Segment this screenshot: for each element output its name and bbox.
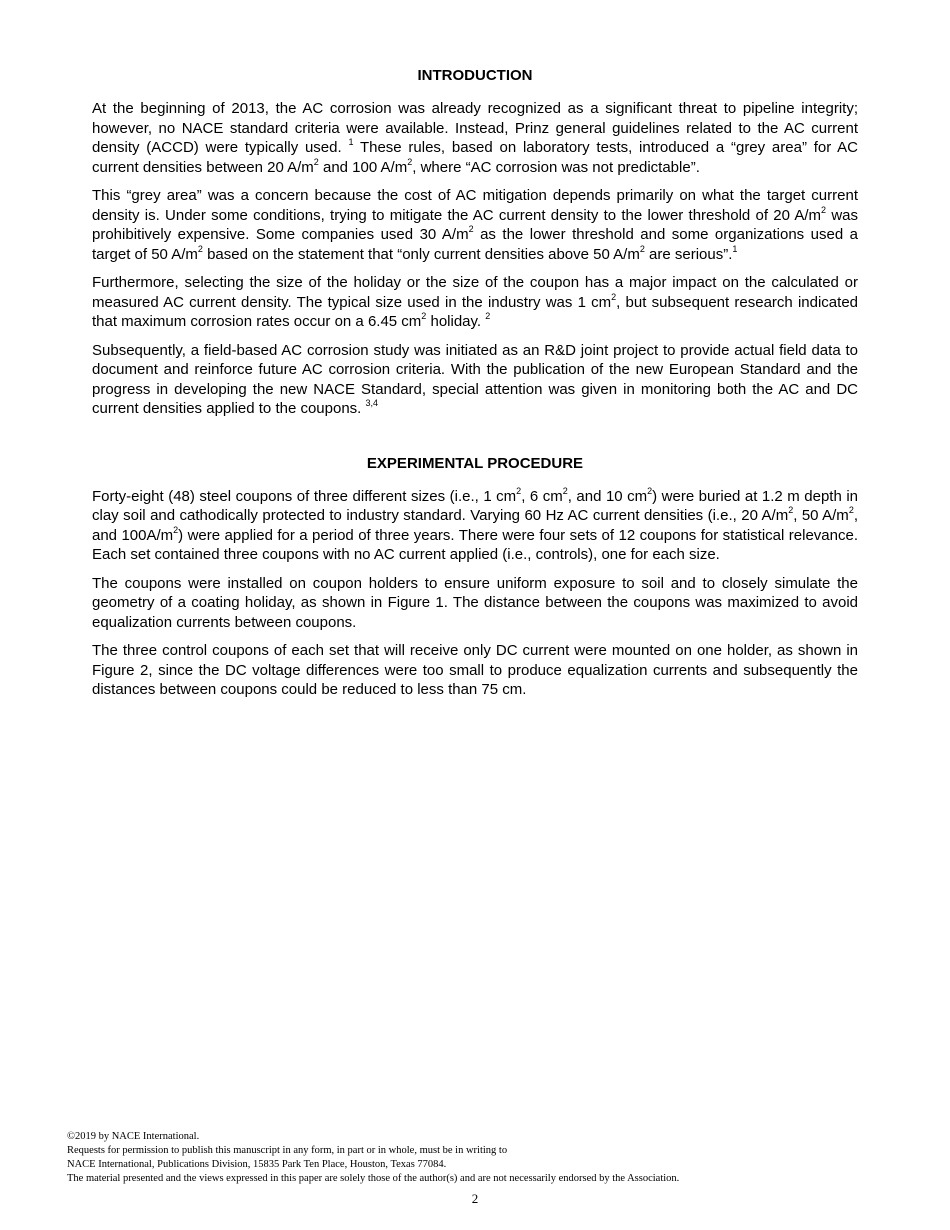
- exponent-superscript: 2: [197, 243, 203, 254]
- reference-superscript: 1: [348, 137, 354, 147]
- reference-superscript: 3,4: [365, 398, 379, 408]
- exponent-superscript: 2: [468, 224, 474, 234]
- text-span: , but subsequent research indicated that maximum corrosion rates occur on a 6.45 cm: [92, 293, 859, 330]
- text-span: At the beginning of 2013, the AC corrosion was already recognized as a significant threat to pipeline integrity; however, no NACE standard criteria were available. Instead, Prinz general guidelines related to the AC current density (ACCD) were typically used.: [92, 100, 858, 156]
- exponent-superscript: 2: [313, 156, 319, 167]
- text-span: , and 10 cm: [567, 487, 648, 505]
- page-number: 2: [471, 1191, 479, 1206]
- exponent-superscript: 2: [421, 311, 427, 321]
- exponent-superscript: 2: [407, 156, 413, 167]
- text-span: holiday.: [426, 313, 486, 330]
- introduction-paragraph-1: [92, 99, 858, 177]
- page-body: [92, 66, 858, 709]
- reference-superscript: 2: [485, 311, 491, 321]
- text-span: This “grey area” was a concern because the cost of AC mitigation depends primarily on what the target current density is. Under some conditions, trying to mitigate the AC current density to the lower threshold of 20 A/m: [92, 187, 858, 224]
- text-span: , 6 cm: [521, 487, 563, 505]
- experimental-paragraph-1: [92, 487, 858, 565]
- experimental-paragraph-3: The three control coupons of each set that will receive only DC current were mounted on one holder, as shown in Figure 2, since the DC voltage differences were too small to produce equalization currents and subsequently the distances between coupons could be reduced to less than 75 cm.: [92, 642, 858, 698]
- text-span: based on the statement that “only current densities above 50 A/m: [202, 245, 640, 263]
- text-span: was prohibitively expensive. Some companies used 30 A/m: [92, 206, 858, 243]
- text-span: as the lower threshold and some organizations used a target of 50 A/m: [92, 226, 858, 263]
- text-span: ) were applied for a period of three years. There were four sets of 12 coupons for statistical relevance. Each set contained three coupons with no AC current applied (i.e., controls), one for each size.: [92, 526, 858, 563]
- text-span: , 50 A/m: [793, 507, 849, 524]
- exponent-superscript: 2: [639, 243, 645, 254]
- footer-address-line: NACE International, Publications Division, 15835 Park Ten Place, Houston, Texas 77084.: [67, 1159, 447, 1170]
- exponent-superscript: 2: [611, 291, 617, 302]
- introduction-heading: INTRODUCTION: [417, 67, 533, 84]
- text-span: Subsequently, a field-based AC corrosion study was initiated as an R&D joint project to provide actual field data to document and reinforce future AC corrosion criteria. With the publication of the new European Standard and the progress in developing the new NACE Standard, special attention was given in monitoring both the AC and DC current densities applied to the coupons.: [92, 341, 858, 417]
- reference-superscript: 1: [732, 243, 738, 254]
- text-span: These rules, based on laboratory tests, introduced a “grey area” for AC current densities between 20 A/m: [92, 139, 858, 176]
- exponent-superscript: 2: [821, 204, 827, 215]
- introduction-paragraph-4: [92, 341, 858, 419]
- text-span: , where “AC corrosion was not predictable”.: [412, 158, 700, 176]
- experimental-procedure-heading: EXPERIMENTAL PROCEDURE: [366, 454, 584, 472]
- footer-permission-line: Requests for permission to publish this manuscript in any form, in part or in whole, must be in writing to: [67, 1145, 508, 1156]
- exponent-superscript: 2: [562, 485, 568, 496]
- introduction-paragraph-2: [92, 186, 858, 264]
- exponent-superscript: 2: [848, 505, 854, 515]
- text-span: Forty-eight (48) steel coupons of three different sizes (i.e., 1 cm: [92, 487, 517, 505]
- text-span: are serious”.: [644, 245, 733, 263]
- experimental-paragraph-2: The coupons were installed on coupon holders to ensure uniform exposure to soil and to closely simulate the geometry of a coating holiday, as shown in Figure 1. The distance between the coupons was maximized to avoid equalization currents between coupons.: [92, 574, 858, 631]
- footer-disclaimer-line: The material presented and the views expressed in this paper are solely those of the author(s) and are not necessarily endorsed by the Association.: [67, 1173, 680, 1184]
- exponent-superscript: 2: [516, 485, 522, 496]
- text-span: Furthermore, selecting the size of the holiday or the size of the coupon has a major impact on the calculated or measured AC current density. The typical size used in the industry was 1 cm: [92, 274, 858, 311]
- introduction-paragraph-3: [92, 273, 858, 332]
- text-span: , and 100A/m: [92, 507, 858, 544]
- footer-copyright-line: ©2019 by NACE International.: [67, 1131, 200, 1142]
- copyright-footer: [67, 1130, 897, 1186]
- text-span: and 100 A/m: [318, 158, 408, 176]
- exponent-superscript: 2: [173, 524, 179, 535]
- exponent-superscript: 2: [647, 485, 653, 496]
- text-span: ) were buried at 1.2 m depth in clay soil and cathodically protected to industry standard. Varying 60 Hz AC current densities (i.e., 20 A/m: [92, 487, 858, 524]
- exponent-superscript: 2: [788, 505, 794, 515]
